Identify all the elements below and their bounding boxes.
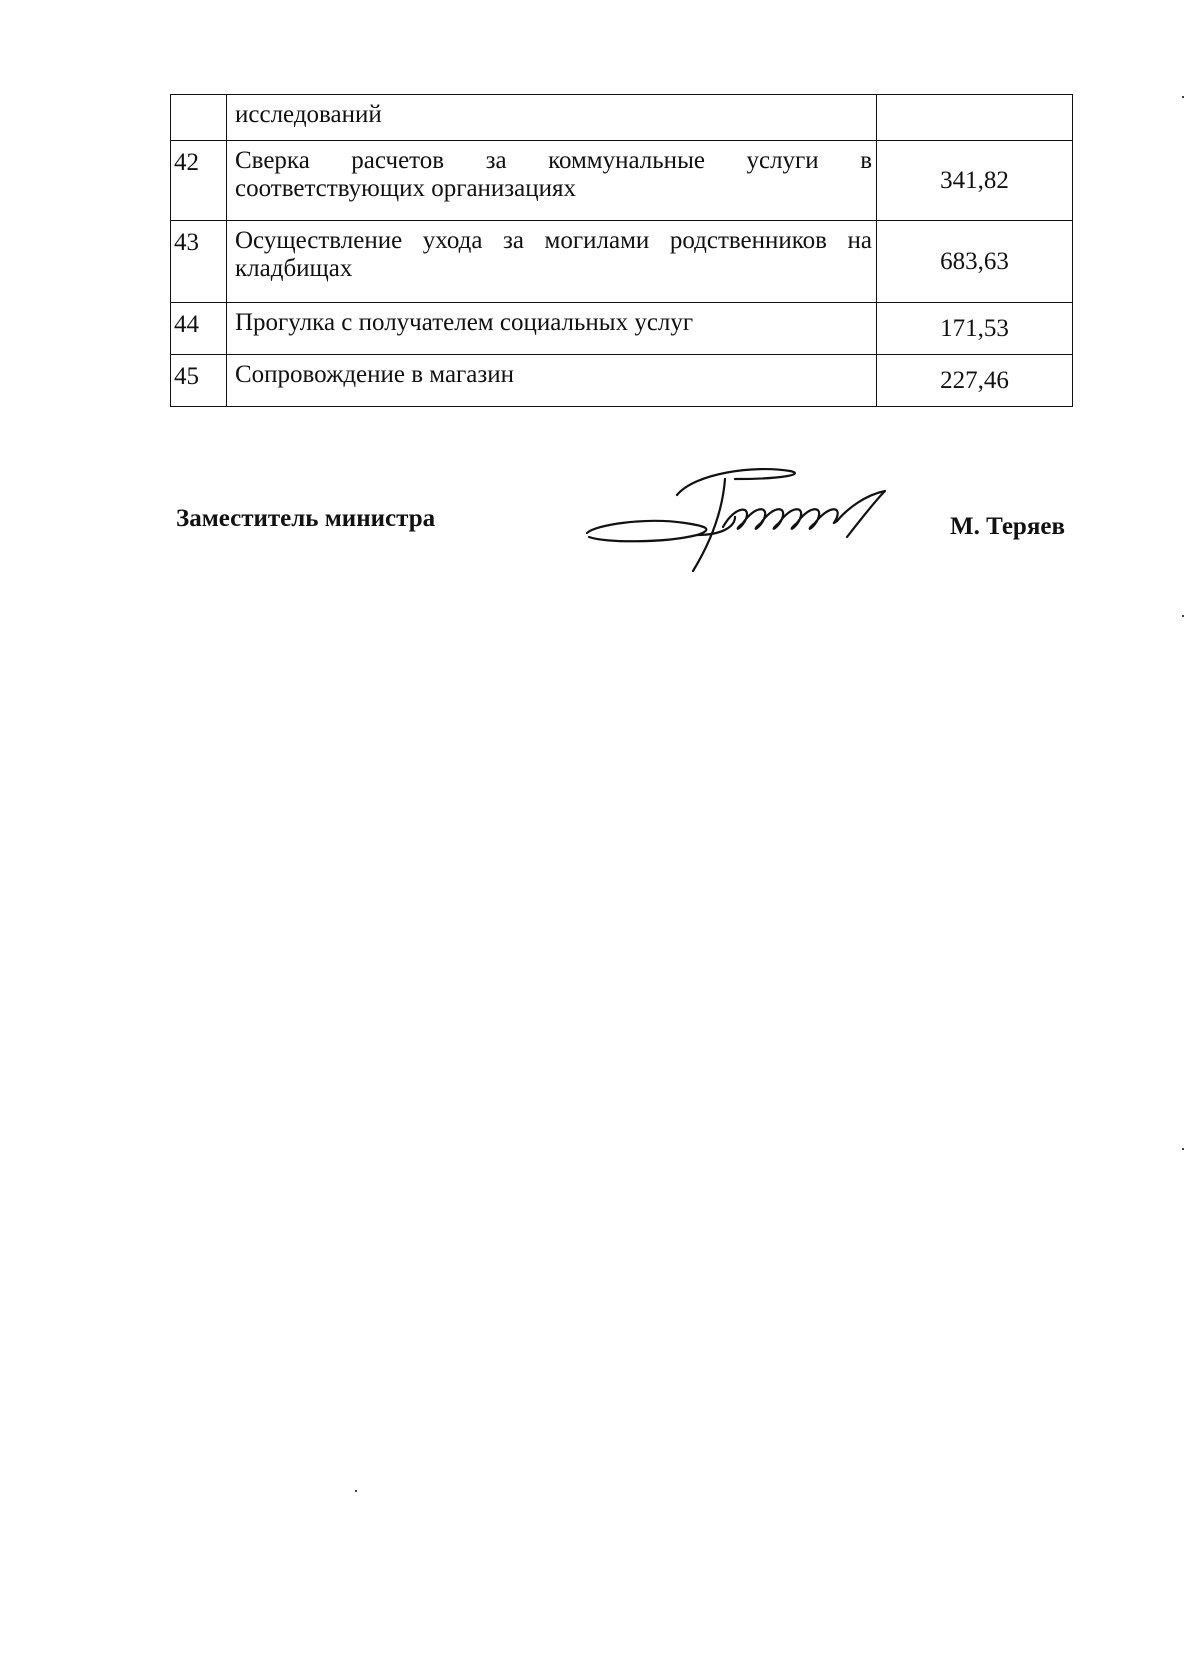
signer-name: М. Теряев [950,513,1065,540]
service-price: 683,63 [877,221,1073,303]
service-price [877,95,1073,141]
services-price-table [170,94,1073,407]
row-number: 45 [171,355,227,407]
service-price: 227,46 [877,355,1073,407]
service-description: исследований [227,95,877,141]
row-number [171,95,227,141]
scan-speck [1182,96,1184,98]
handwritten-signature [585,465,925,575]
service-price: 171,53 [877,303,1073,355]
table-row [171,221,1073,303]
service-description: Осуществление ухода за могилами родственников на кладбищах [227,221,877,303]
table-row [171,95,1073,141]
table-row [171,355,1073,407]
row-number: 44 [171,303,227,355]
service-description: Сопровождение в магазин [227,355,877,407]
row-number: 42 [171,141,227,221]
signer-position: Заместитель министра [176,505,436,532]
scan-speck [1182,615,1184,617]
scan-speck [1182,1148,1184,1150]
service-description: Прогулка с получателем социальных услуг [227,303,877,355]
table-row [171,141,1073,221]
service-price: 341,82 [877,141,1073,221]
row-number: 43 [171,221,227,303]
scan-speck [355,1490,357,1492]
table-row [171,303,1073,355]
service-description: Сверка расчетов за коммунальные услуги в соответствующих организациях [227,141,877,221]
